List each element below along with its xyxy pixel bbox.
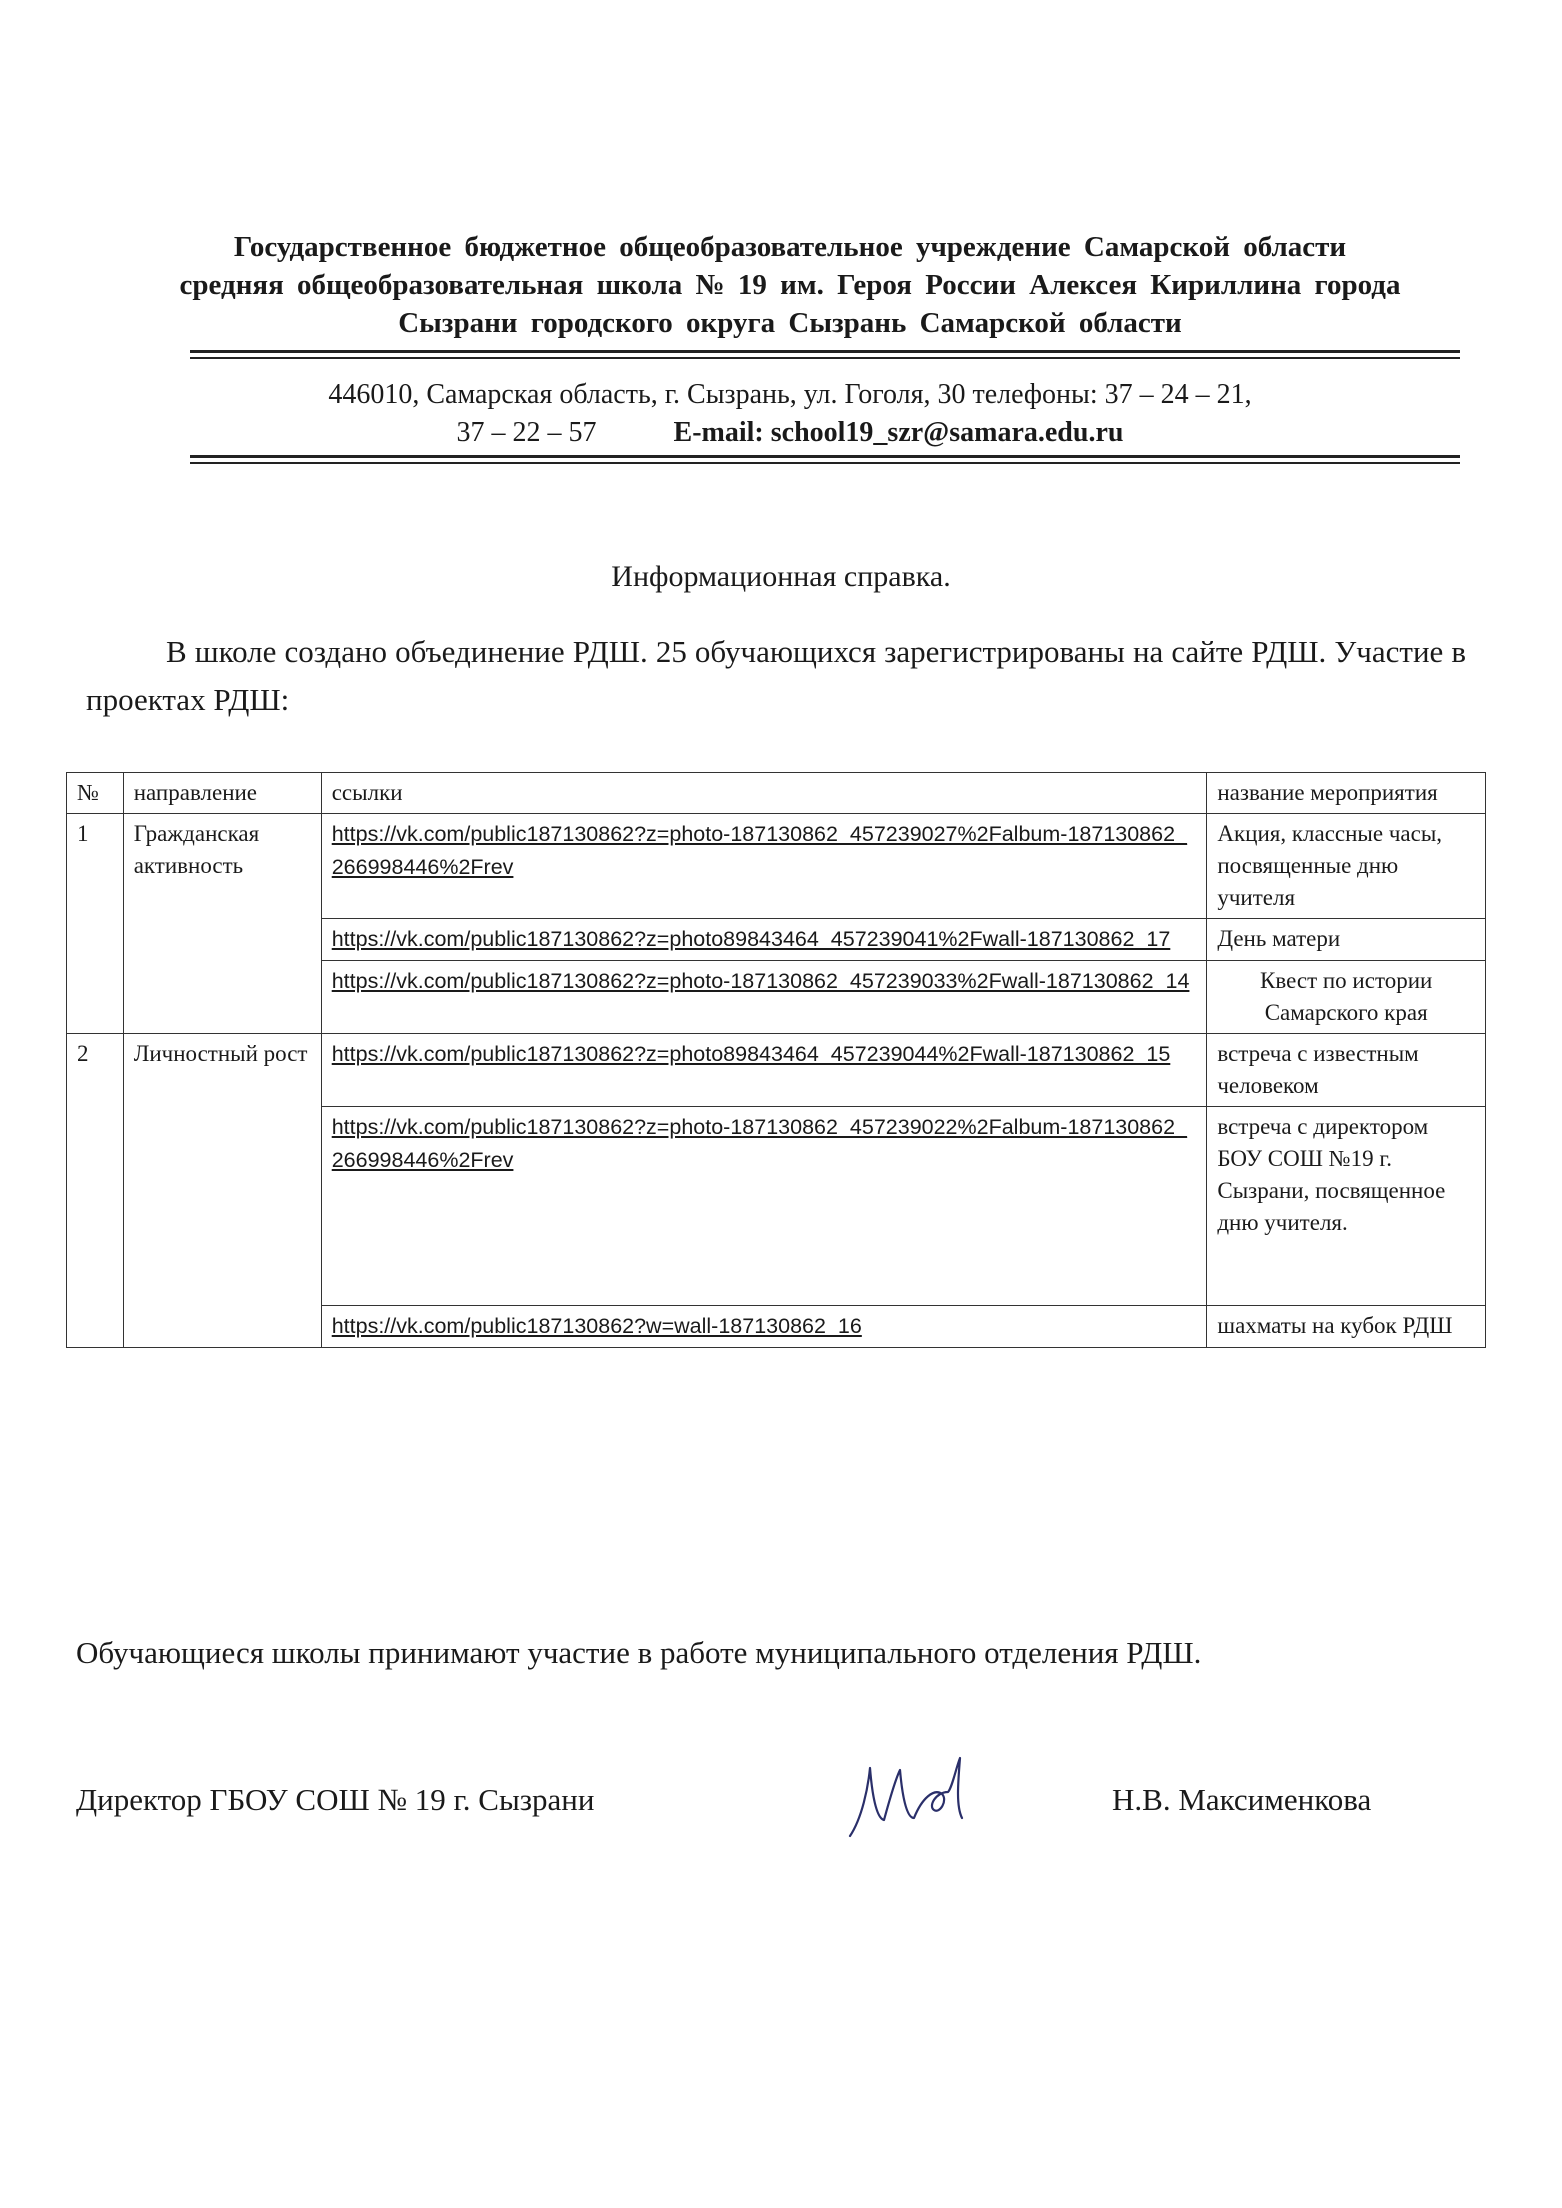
event-name: шахматы на кубок РДШ — [1207, 1306, 1486, 1348]
group-number: 1 — [67, 814, 124, 1034]
link-cell — [321, 961, 1207, 1034]
signatory-position: Директор ГБОУ СОШ № 19 г. Сызрани — [76, 1782, 595, 1817]
table-row — [67, 814, 1486, 919]
letterhead-line-3: Сызрани городского округа Сызрань Самарской области — [398, 307, 1182, 339]
group-direction: Личностный рост — [123, 1034, 321, 1348]
event-name: встреча с директором БОУ СОШ №19 г. Сызрани, посвященное дню учителя. — [1207, 1107, 1486, 1306]
address-line: 446010, Самарская область, г. Сызрань, ул. Гоголя, 30 телефоны: 37 – 24 – 21, — [328, 379, 1252, 410]
signatory-name: Н.В. Максименкова — [1112, 1782, 1372, 1817]
group-direction: Гражданская активность — [123, 814, 321, 1034]
header-links: ссылки — [321, 773, 1207, 814]
divider-thin — [190, 357, 1460, 359]
letterhead-line-1: Государственное бюджетное общеобразовательное учреждение Самарской области — [233, 231, 1347, 263]
letterhead-line-2: средняя общеобразовательная школа № 19 им. Героя России Алексея Кириллина города — [179, 269, 1401, 301]
divider-thick — [190, 350, 1460, 353]
address-block — [200, 376, 1380, 452]
divider-thin-2 — [190, 462, 1460, 464]
project-link[interactable]: https://vk.com/public187130862?z=photo-187130862_457239022%2Falbum-187130862_266998446%2Frev — [331, 1115, 1188, 1172]
intro-paragraph: В школе создано объединение РДШ. 25 обучающихся зарегистрированы на сайте РДШ. Участие в проектах РДШ: — [86, 634, 1466, 717]
event-name: Акция, классные часы, посвященные дню учителя — [1207, 814, 1486, 919]
handwritten-signature — [840, 1748, 990, 1843]
event-name: Квест по истории Самарского края — [1207, 961, 1486, 1034]
group-number: 2 — [67, 1034, 124, 1348]
project-link[interactable]: https://vk.com/public187130862?w=wall-187130862_16 — [331, 1314, 862, 1338]
projects-table — [66, 772, 1486, 1348]
header-direction: направление — [123, 773, 321, 814]
divider-thick-2 — [190, 455, 1460, 458]
contact-line — [200, 414, 1380, 452]
link-cell — [321, 1034, 1207, 1107]
event-name: встреча с известным человеком — [1207, 1034, 1486, 1107]
link-cell — [321, 814, 1207, 919]
link-cell — [321, 1306, 1207, 1348]
event-name: День матери — [1207, 919, 1486, 961]
project-link[interactable]: https://vk.com/public187130862?z=photo-187130862_457239027%2Falbum-187130862_266998446%2Frev — [331, 822, 1188, 879]
link-cell — [321, 919, 1207, 961]
link-cell — [321, 1107, 1207, 1306]
header-no: № — [67, 773, 124, 814]
project-link[interactable]: https://vk.com/public187130862?z=photo-187130862_457239033%2Fwall-187130862_14 — [331, 969, 1190, 993]
table-header-row — [67, 773, 1486, 814]
letterhead — [120, 228, 1460, 342]
phone-number: 37 – 22 – 57 — [456, 417, 597, 448]
header-event: название мероприятия — [1207, 773, 1486, 814]
project-link[interactable]: https://vk.com/public187130862?z=photo89843464_457239041%2Fwall-187130862_17 — [331, 927, 1171, 951]
project-link[interactable]: https://vk.com/public187130862?z=photo89843464_457239044%2Fwall-187130862_15 — [331, 1042, 1171, 1066]
closing-statement: Обучающиеся школы принимают участие в работе муниципального отделения РДШ. — [76, 1635, 1202, 1670]
table-row — [67, 1034, 1486, 1107]
email-address: E-mail: school19_szr@samara.edu.ru — [673, 417, 1124, 448]
document-title: Информационная справка. — [611, 560, 951, 593]
